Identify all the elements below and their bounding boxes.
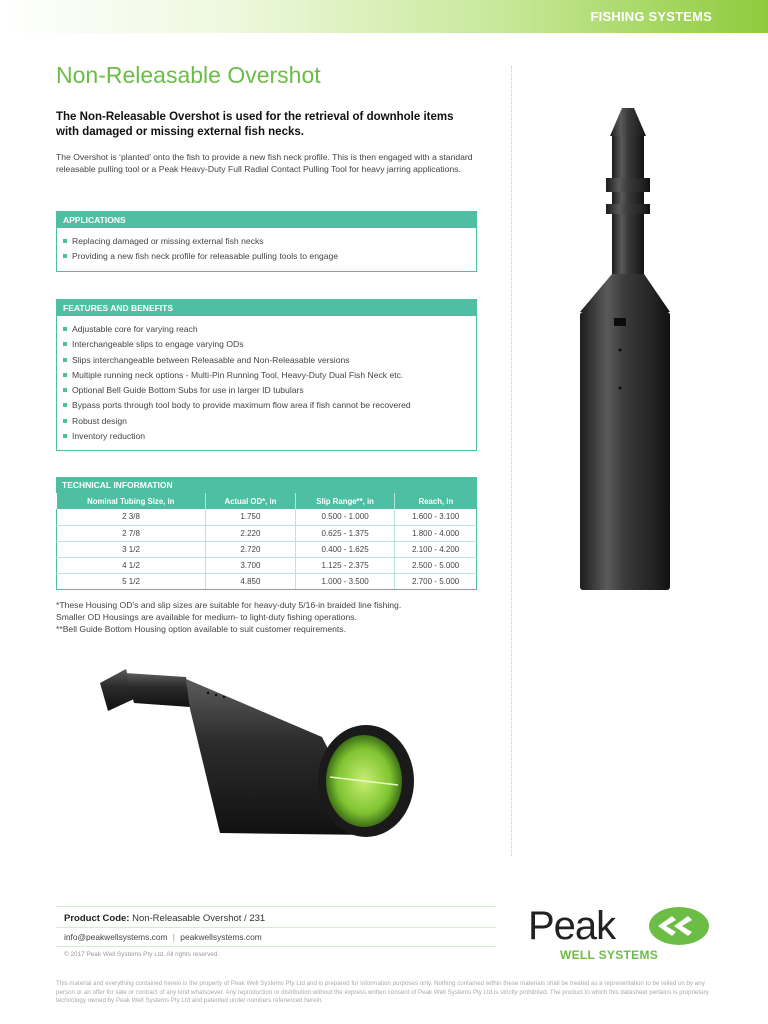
table-cell: 4.850: [206, 573, 296, 589]
list-item: [63, 368, 470, 383]
column-header: Actual OD*, in: [206, 493, 296, 509]
bullet-icon: [63, 434, 67, 438]
list-item: [63, 234, 470, 249]
table-cell: 1.800 - 4.000: [395, 525, 477, 541]
table-cell: 1.750: [206, 509, 296, 525]
table-cell: 1.600 - 3.100: [395, 509, 477, 525]
note-line: *These Housing OD’s and slip sizes are suitable for heavy-duty 5/16-in braided line fishing.: [56, 600, 402, 610]
list-item: [63, 383, 470, 398]
technical-heading: TECHNICAL INFORMATION: [56, 477, 477, 493]
list-item: [63, 337, 470, 352]
features-list: [57, 316, 476, 450]
bullet-icon: [63, 239, 67, 243]
table-cell: 4 1/2: [57, 557, 206, 573]
product-code: [64, 913, 265, 924]
column-header: Nominal Tubing Size, in: [57, 493, 206, 509]
table-row: [57, 573, 477, 589]
list-item: [63, 398, 470, 413]
product-code-value: Non-Releasable Overshot / 231: [132, 913, 266, 924]
list-item-text: Slips interchangeable between Releasable and Non-Releasable versions: [72, 354, 350, 365]
bullet-icon: [63, 342, 67, 346]
bullet-icon: [63, 388, 67, 392]
applications-heading: APPLICATIONS: [57, 212, 476, 228]
spec-table: [56, 493, 477, 590]
list-item-text: Inventory reduction: [72, 431, 146, 442]
technical-information: [56, 477, 477, 590]
bullet-icon: [63, 327, 67, 331]
footer-rule: [56, 906, 496, 907]
list-item: [63, 249, 470, 264]
column-divider: [511, 66, 512, 856]
page-title: Non-Releasable Overshot: [56, 62, 321, 88]
table-cell: 3.700: [206, 557, 296, 573]
features-heading: FEATURES AND BENEFITS: [57, 300, 476, 316]
header-bar: [0, 0, 768, 33]
copyright: © 2017 Peak Well Systems Pty Ltd. All rights reserved.: [64, 951, 220, 958]
list-item-text: Bypass ports through tool body to provide maximum flow area if fish cannot be recovered: [72, 400, 411, 411]
table-cell: 2.500 - 5.000: [395, 557, 477, 573]
logo-mark-icon: [648, 906, 710, 946]
table-cell: 2.100 - 4.200: [395, 541, 477, 557]
bullet-icon: [63, 419, 67, 423]
bullet-icon: [63, 403, 67, 407]
table-cell: 2.720: [206, 541, 296, 557]
table-row: [57, 557, 477, 573]
note-line: **Bell Guide Bottom Housing option available to suit customer requirements.: [56, 624, 346, 635]
list-item-text: Multiple running neck options - Multi-Pin Running Tool, Heavy-Duty Dual Fish Neck etc.: [72, 369, 404, 380]
table-row: [57, 509, 477, 525]
product-code-label: Product Code:: [64, 913, 130, 924]
overshot-vertical-image: [570, 100, 700, 600]
table-cell: 1.000 - 3.500: [295, 573, 394, 589]
table-row: [57, 525, 477, 541]
table-cell: 0.625 - 1.375: [295, 525, 394, 541]
logo-word: Peak: [528, 904, 616, 948]
lead-paragraph: The Non-Releasable Overshot is used for the retrieval of downhole items with damaged or missing external fish necks.: [56, 111, 454, 138]
list-item: [63, 353, 470, 368]
table-notes: [56, 599, 486, 636]
bullet-icon: [63, 358, 67, 362]
contact-line: [64, 932, 262, 942]
section-label: FISHING SYSTEMS: [590, 9, 712, 24]
table-cell: 2 7/8: [57, 525, 206, 541]
list-item-text: Interchangeable slips to engage varying ODs: [72, 339, 244, 350]
footer-rule: [56, 927, 496, 928]
bullet-icon: [63, 254, 67, 258]
overshot-angled-image: [90, 655, 420, 870]
table-cell: 0.400 - 1.625: [295, 541, 394, 557]
list-item: [63, 322, 470, 337]
list-item-text: Replacing damaged or missing external fish necks: [72, 236, 264, 246]
intro-paragraph: The Overshot is ‘planted’ onto the fish to provide a new fish neck profile. This is then engaged with a standard releasable pulling tool or a Peak Heavy-Duty Full Radial Contact Pulling Tool for heavy jarring applications.: [56, 152, 473, 174]
list-item-text: Robust design: [72, 415, 127, 426]
list-item: [63, 414, 470, 429]
applications-list: [57, 228, 476, 271]
disclaimer: This material and everything contained herein is the property of Peak Well Systems Pty Ltd and is prepared for information purposes only. Nothing contained within these materials shall be treated as a representation to be relied on by any person or an offer for sale or contract of any kind whatsoever. Any reproduction or distribution without the express written consent of Peak Well Systems Pty Ltd is strictly prohibited. The product to which this datasheet pertains is proprietary technology owned by Peak Well Systems Pty Ltd and patented under numbers referenced herein.: [56, 980, 709, 1005]
table-cell: 1.125 - 2.375: [295, 557, 394, 573]
website-link[interactable]: peakwellsystems.com: [180, 932, 262, 942]
table-cell: 5 1/2: [57, 573, 206, 589]
email-link[interactable]: info@peakwellsystems.com: [64, 932, 168, 942]
table-cell: 2.220: [206, 525, 296, 541]
list-item-text: Providing a new fish neck profile for releasable pulling tools to engage: [72, 251, 339, 262]
list-item-text: Optional Bell Guide Bottom Subs for use in larger ID tubulars: [72, 385, 304, 396]
applications-panel: [56, 211, 477, 272]
column-header: Slip Range**, in: [295, 493, 394, 509]
footer-rule: [56, 946, 496, 947]
contact-separator: |: [172, 932, 175, 942]
table-cell: 0.500 - 1.000: [295, 509, 394, 525]
table-cell: 3 1/2: [57, 541, 206, 557]
table-row: [57, 541, 477, 557]
table-cell: 2 3/8: [57, 509, 206, 525]
list-item-text: Adjustable core for varying reach: [72, 324, 198, 334]
bullet-icon: [63, 373, 67, 377]
table-cell: 2.700 - 5.000: [395, 573, 477, 589]
features-panel: [56, 299, 477, 451]
logo-subtitle: WELL SYSTEMS: [560, 948, 659, 962]
table-header-row: [57, 493, 477, 509]
peak-logo: [528, 904, 718, 964]
column-header: Reach, in: [395, 493, 477, 509]
list-item: [63, 429, 470, 444]
note-line: Smaller OD Housings are available for medium- to light-duty fishing operations.: [56, 612, 357, 623]
